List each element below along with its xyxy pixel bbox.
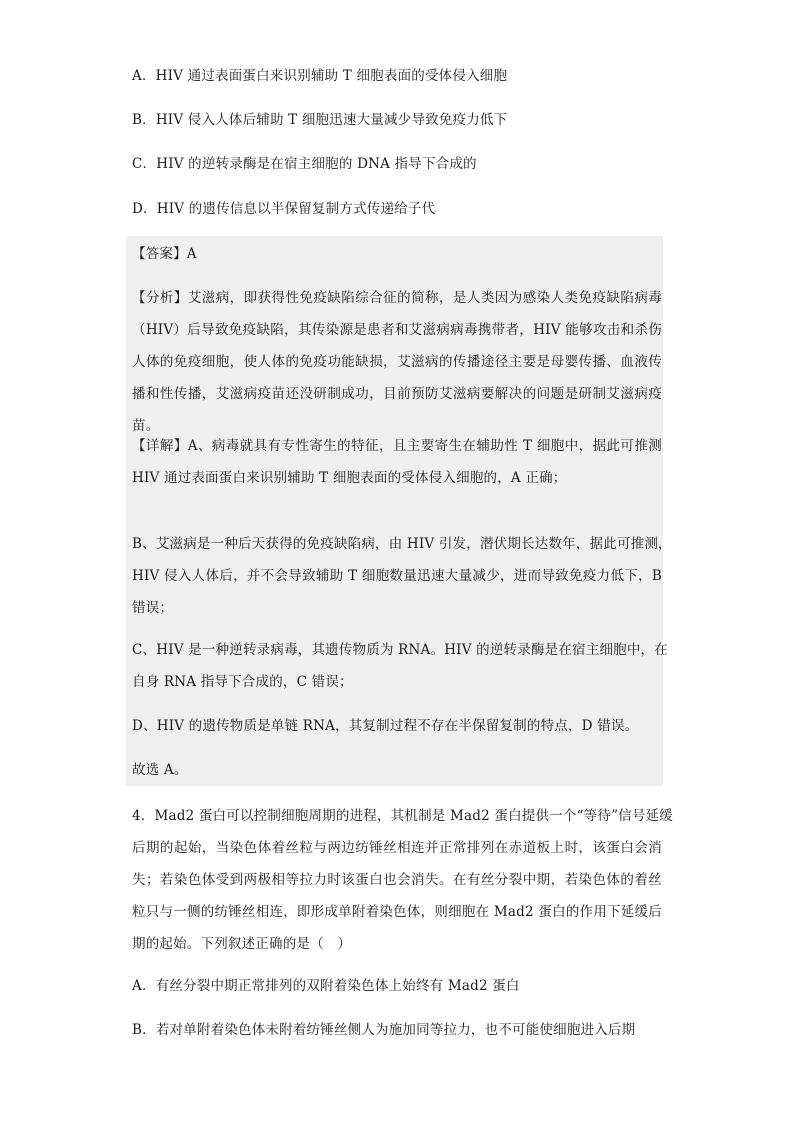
q3-option-c: C．HIV 的逆转录酶是在宿主细胞的 DNA 指导下合成的 <box>132 156 477 172</box>
detail-line: HIV 侵入人体后，并不会导致辅助 T 细胞数量迅速大量减少，进而导致免疫力低下，B <box>132 568 662 584</box>
q4-stem-line: 粒只与一侧的纺锤丝相连，即形成单附着染色体，则细胞在 Mad2 蛋白的作用下延缓后 <box>132 904 662 920</box>
detail-a-paragraph <box>132 430 662 494</box>
detail-line: 自身 RNA 指导下合成的，C 错误； <box>132 674 353 690</box>
q4-stem-line: 失；若染色体受到两极相等拉力时该蛋白也会消失。在有丝分裂中期，若染色体的着丝 <box>132 872 662 888</box>
analysis-line: （HIV）后导致免疫缺陷，其传染源是患者和艾滋病病毒携带者，HIV 能够攻击和杀伤 <box>132 322 662 338</box>
q3-option-d: D．HIV 的遗传信息以半保留复制方式传递给子代 <box>132 201 436 217</box>
analysis-line: 【分析】艾滋病，即获得性免疫缺陷综合征的简称，是人类因为感染人类免疫缺陷病毒 <box>132 290 662 306</box>
detail-line: B、艾滋病是一种后天获得的免疫缺陷病，由 HIV 引发，潜伏期长达数年，据此可推测， <box>132 536 672 552</box>
q4-stem-line: 4．Mad2 蛋白可以控制细胞周期的进程，其机制是 Mad2 蛋白提供一个“等待”信号延缓 <box>132 808 673 824</box>
analysis-paragraph <box>132 282 662 442</box>
q3-option-b: B．HIV 侵入人体后辅助 T 细胞迅速大量减少导致免疫力低下 <box>132 112 508 128</box>
detail-line: C、HIV 是一种逆转录病毒，其遗传物质为 RNA。HIV 的逆转录酶是在宿主细胞中，在 <box>132 642 668 658</box>
detail-d-line: D、HIV 的遗传物质是单链 RNA，其复制过程不存在半保留复制的特点，D 错误。 <box>132 718 639 734</box>
detail-c-paragraph <box>132 634 668 698</box>
detail-line: HIV 通过表面蛋白来识别辅助 T 细胞表面的受体侵入细胞的，A 正确； <box>132 470 567 486</box>
q4-stem-line: 期的起始。下列叙述正确的是（ ） <box>132 936 352 952</box>
detail-line: 【详解】A、病毒就具有专性寄生的特征，且主要寄生在辅助性 T 细胞中，据此可推测 <box>132 438 662 454</box>
detail-line: 错误； <box>132 600 174 616</box>
analysis-line: 播和性传播，艾滋病疫苗还没研制成功，目前预防艾滋病要解决的问题是研制艾滋病疫 <box>132 386 662 402</box>
q3-option-a: A．HIV 通过表面蛋白来识别辅助 T 细胞表面的受体侵入细胞 <box>132 68 508 84</box>
q4-stem <box>132 800 673 960</box>
conclusion-line: 故选 A。 <box>132 762 188 778</box>
analysis-line: 人体的免疫细胞，使人体的免疫功能缺损，艾滋病的传播途径主要是母婴传播、血液传 <box>132 354 662 370</box>
analysis-line: 苗。 <box>132 418 160 434</box>
q4-option-a: A．有丝分裂中期正常排列的双附着染色体上始终有 Mad2 蛋白 <box>132 978 520 994</box>
q4-option-b: B．若对单附着染色体未附着纺锤丝侧人为施加同等拉力，也不可能使细胞进入后期 <box>132 1022 636 1038</box>
q4-stem-line: 后期的起始，当染色体着丝粒与两边纺锤丝相连并正常排列在赤道板上时，该蛋白会消 <box>132 840 662 856</box>
detail-b-paragraph <box>132 528 672 624</box>
answer-label: 【答案】A <box>132 246 197 262</box>
